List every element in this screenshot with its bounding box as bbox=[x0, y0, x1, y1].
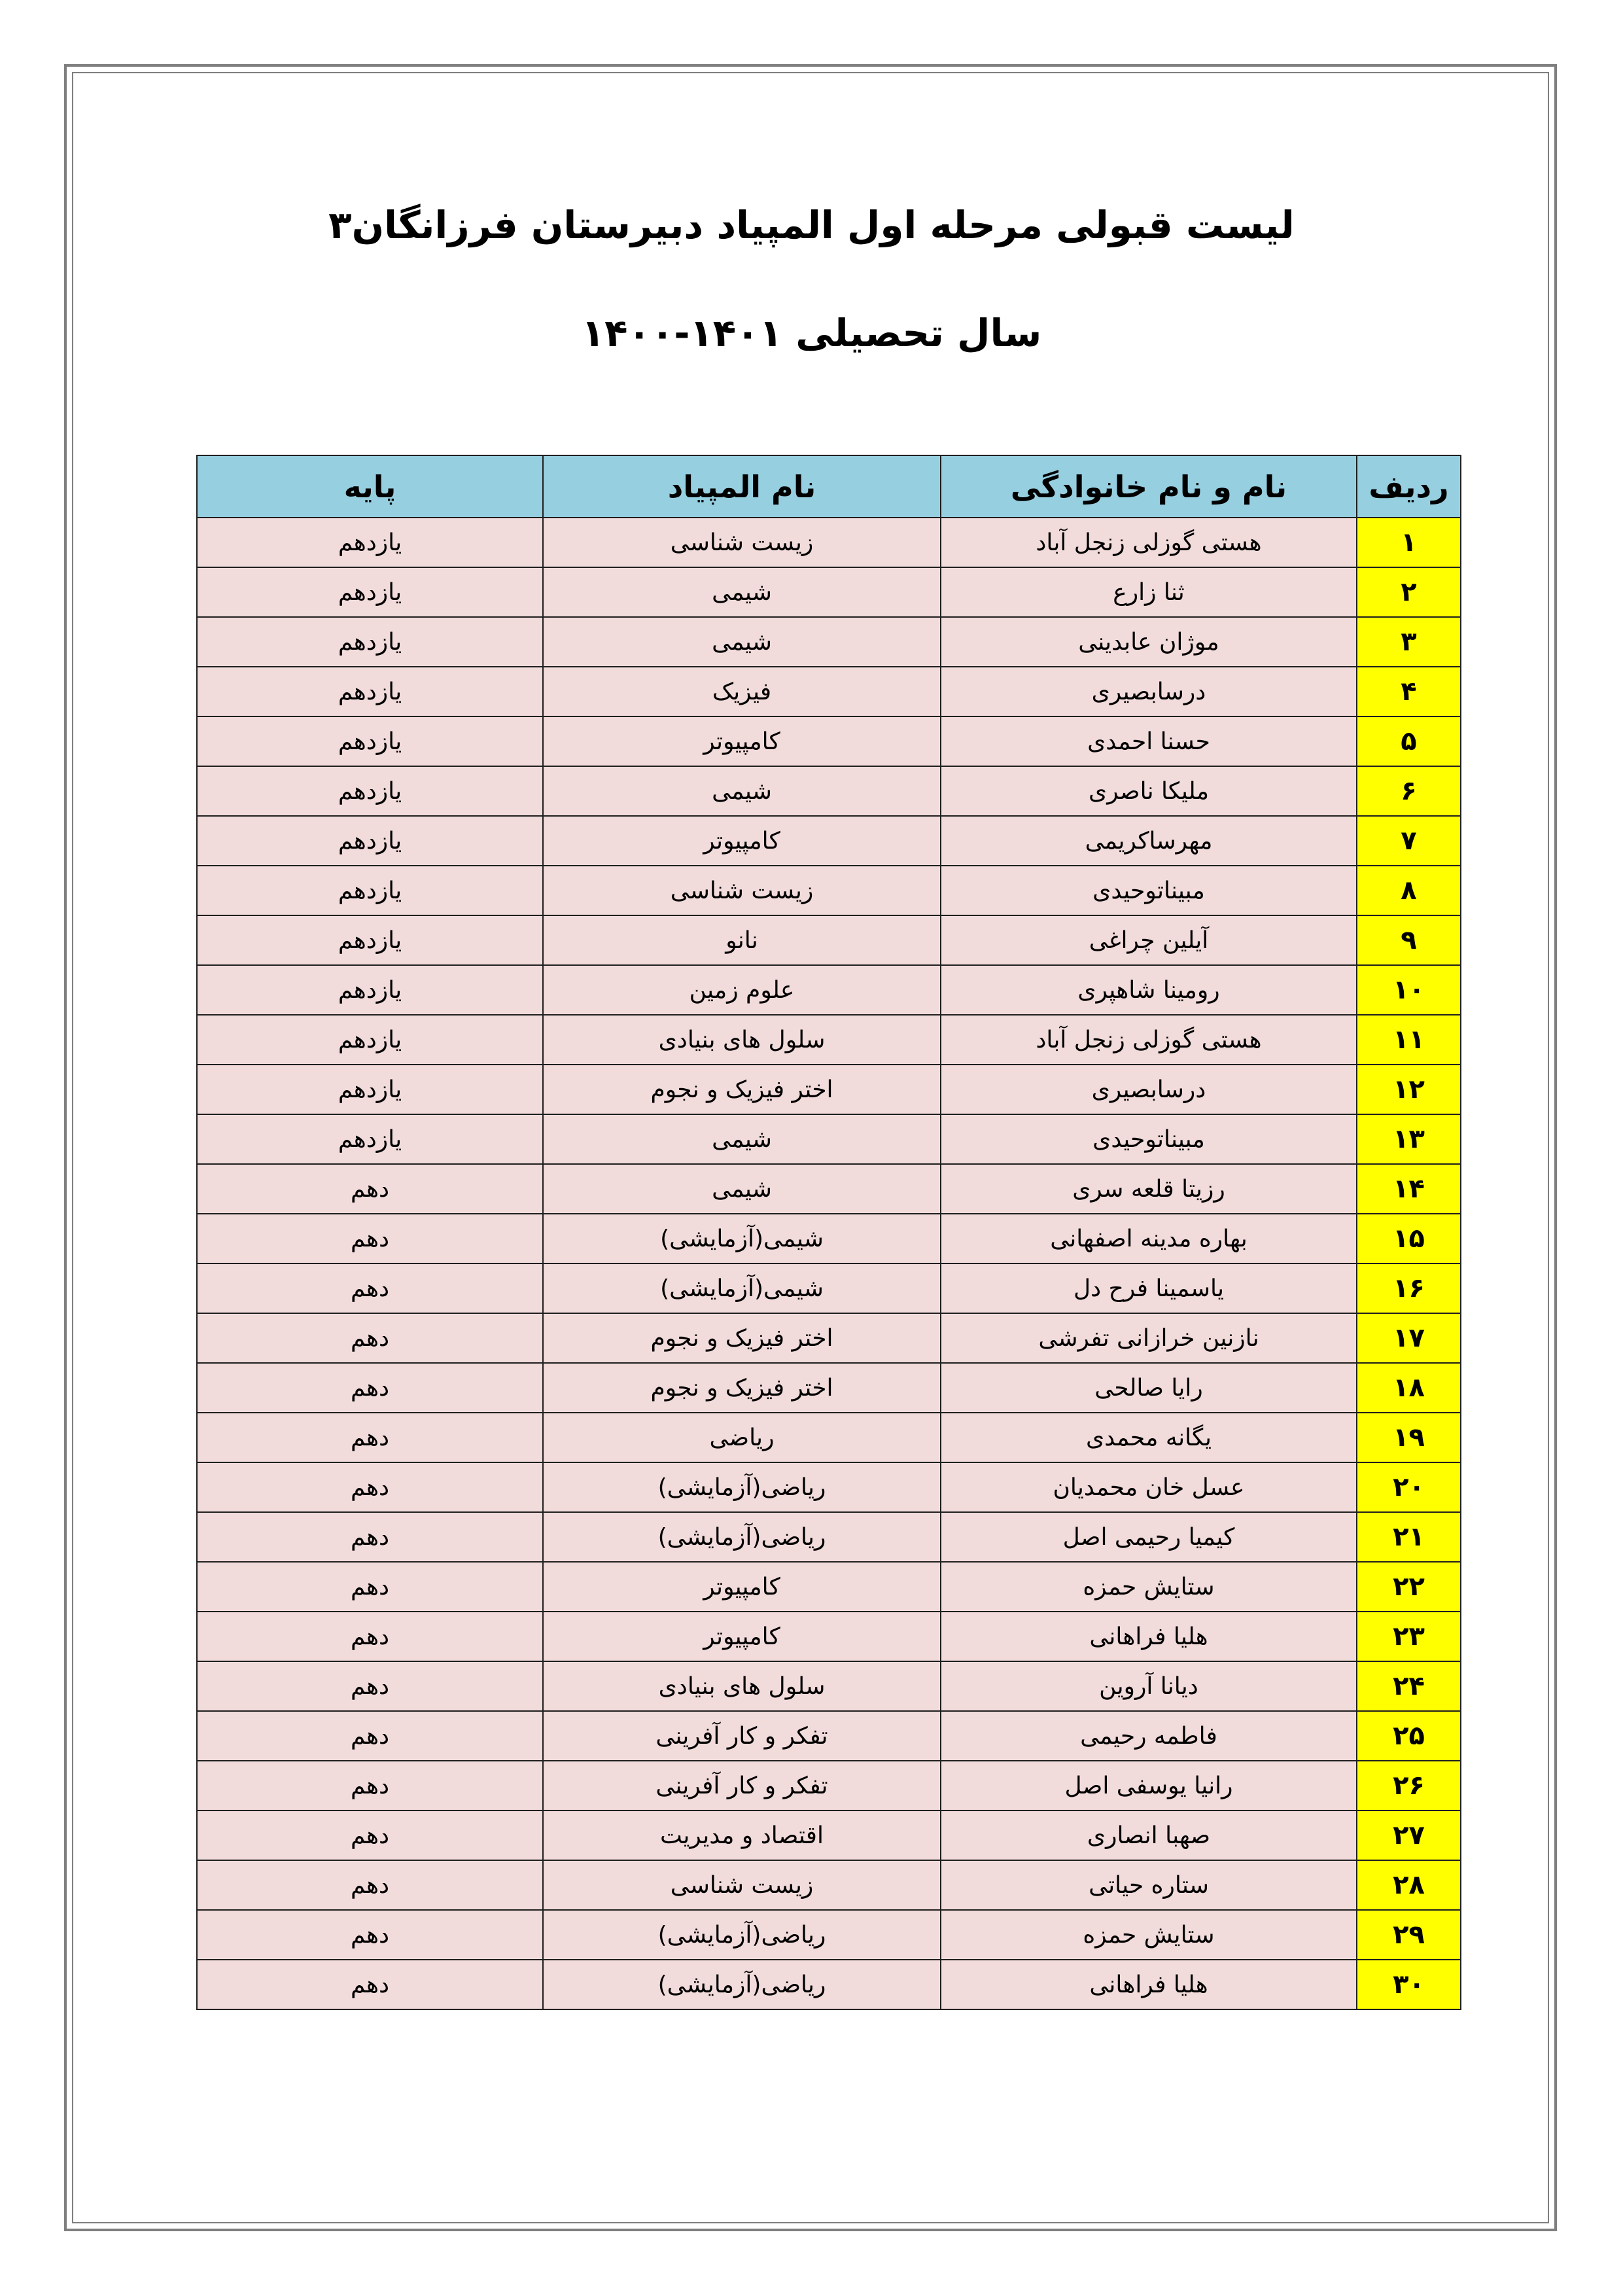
table-row bbox=[197, 1860, 1461, 1910]
cell-olympiad: شیمی bbox=[543, 1164, 941, 1214]
table-row bbox=[197, 1711, 1461, 1761]
cell-row-number: ۹ bbox=[1357, 915, 1461, 965]
cell-olympiad: شیمی bbox=[543, 766, 941, 816]
cell-grade: یازدهم bbox=[197, 965, 543, 1015]
table-header-row bbox=[197, 455, 1461, 518]
table-row bbox=[197, 1612, 1461, 1661]
cell-grade: یازدهم bbox=[197, 1065, 543, 1114]
cell-olympiad: تفکر و کار آفرینی bbox=[543, 1761, 941, 1810]
cell-grade: یازدهم bbox=[197, 716, 543, 766]
table-row bbox=[197, 1363, 1461, 1413]
header-olympiad: نام المپیاد bbox=[543, 455, 941, 518]
cell-full-name: دیانا آروین bbox=[941, 1661, 1357, 1711]
cell-row-number: ۱۶ bbox=[1357, 1263, 1461, 1313]
table-row bbox=[197, 965, 1461, 1015]
cell-row-number: ۱۹ bbox=[1357, 1413, 1461, 1462]
cell-full-name: بهاره مدینه اصفهانی bbox=[941, 1214, 1357, 1263]
cell-row-number: ۲ bbox=[1357, 567, 1461, 617]
cell-grade: دهم bbox=[197, 1860, 543, 1910]
cell-row-number: ۲۸ bbox=[1357, 1860, 1461, 1910]
table-row bbox=[197, 1015, 1461, 1065]
cell-olympiad: شیمی bbox=[543, 1114, 941, 1164]
cell-row-number: ۸ bbox=[1357, 866, 1461, 915]
cell-full-name: کیمیا رحیمی اصل bbox=[941, 1512, 1357, 1562]
cell-grade: یازدهم bbox=[197, 816, 543, 866]
cell-grade: دهم bbox=[197, 1413, 543, 1462]
cell-full-name: حسنا احمدی bbox=[941, 716, 1357, 766]
cell-grade: یازدهم bbox=[197, 1114, 543, 1164]
cell-olympiad: سلول های بنیادی bbox=[543, 1015, 941, 1065]
cell-full-name: هلیا فراهانی bbox=[941, 1960, 1357, 2009]
cell-full-name: آیلین چراغی bbox=[941, 915, 1357, 965]
cell-full-name: ثنا زارع bbox=[941, 567, 1357, 617]
document-title: لیست قبولی مرحله اول المپیاد دبیرستان فرزانگان۳ bbox=[328, 203, 1295, 247]
header-grade: پایه bbox=[197, 455, 543, 518]
cell-row-number: ۲۱ bbox=[1357, 1512, 1461, 1562]
cell-olympiad: ریاضی(آزمایشی) bbox=[543, 1462, 941, 1512]
cell-row-number: ۵ bbox=[1357, 716, 1461, 766]
table-body bbox=[197, 518, 1461, 2009]
cell-row-number: ۱۱ bbox=[1357, 1015, 1461, 1065]
cell-full-name: یاسمینا فرح دل bbox=[941, 1263, 1357, 1313]
table-row bbox=[197, 617, 1461, 667]
cell-row-number: ۲۷ bbox=[1357, 1810, 1461, 1860]
cell-row-number: ۱۴ bbox=[1357, 1164, 1461, 1214]
cell-olympiad: شیمی bbox=[543, 617, 941, 667]
cell-row-number: ۳ bbox=[1357, 617, 1461, 667]
cell-grade: یازدهم bbox=[197, 766, 543, 816]
cell-row-number: ۲۹ bbox=[1357, 1910, 1461, 1960]
cell-olympiad: شیمی bbox=[543, 567, 941, 617]
cell-full-name: رایا صالحی bbox=[941, 1363, 1357, 1413]
results-table bbox=[196, 455, 1461, 2010]
cell-grade: دهم bbox=[197, 1562, 543, 1612]
cell-grade: یازدهم bbox=[197, 518, 543, 567]
cell-row-number: ۳۰ bbox=[1357, 1960, 1461, 2009]
cell-full-name: نازنین خرازانی تفرشی bbox=[941, 1313, 1357, 1363]
cell-full-name: فاطمه رحیمی bbox=[941, 1711, 1357, 1761]
cell-grade: دهم bbox=[197, 1214, 543, 1263]
table-row bbox=[197, 1512, 1461, 1562]
cell-olympiad: کامپیوتر bbox=[543, 1612, 941, 1661]
table-row bbox=[197, 1164, 1461, 1214]
cell-grade: دهم bbox=[197, 1462, 543, 1512]
cell-olympiad: اختر فیزیک و نجوم bbox=[543, 1363, 941, 1413]
cell-full-name: ستایش حمزه bbox=[941, 1910, 1357, 1960]
table-row bbox=[197, 1910, 1461, 1960]
cell-row-number: ۶ bbox=[1357, 766, 1461, 816]
cell-olympiad: کامپیوتر bbox=[543, 1562, 941, 1612]
table-row bbox=[197, 1065, 1461, 1114]
table-row bbox=[197, 1214, 1461, 1263]
table-row bbox=[197, 915, 1461, 965]
cell-grade: دهم bbox=[197, 1313, 543, 1363]
header-full-name: نام و نام خانوادگی bbox=[941, 455, 1357, 518]
cell-grade: یازدهم bbox=[197, 1015, 543, 1065]
cell-olympiad: شیمی(آزمایشی) bbox=[543, 1263, 941, 1313]
table-row bbox=[197, 716, 1461, 766]
cell-full-name: هستی گوزلی زنجل آباد bbox=[941, 518, 1357, 567]
cell-grade: یازدهم bbox=[197, 667, 543, 716]
cell-olympiad: علوم زمین bbox=[543, 965, 941, 1015]
cell-full-name: رانیا یوسفی اصل bbox=[941, 1761, 1357, 1810]
cell-olympiad: زیست شناسی bbox=[543, 518, 941, 567]
table-row bbox=[197, 816, 1461, 866]
table-row bbox=[197, 766, 1461, 816]
cell-grade: دهم bbox=[197, 1761, 543, 1810]
cell-row-number: ۷ bbox=[1357, 816, 1461, 866]
cell-full-name: هستی گوزلی زنجل آباد bbox=[941, 1015, 1357, 1065]
cell-grade: یازدهم bbox=[197, 617, 543, 667]
table-row bbox=[197, 866, 1461, 915]
cell-full-name: موژان عابدینی bbox=[941, 617, 1357, 667]
table-row bbox=[197, 1960, 1461, 2009]
cell-olympiad: تفکر و کار آفرینی bbox=[543, 1711, 941, 1761]
cell-full-name: مبیناتوحیدی bbox=[941, 866, 1357, 915]
table-row bbox=[197, 567, 1461, 617]
table-row bbox=[197, 1114, 1461, 1164]
cell-olympiad: سلول های بنیادی bbox=[543, 1661, 941, 1711]
header-row-number: ردیف bbox=[1357, 455, 1461, 518]
cell-full-name: مبیناتوحیدی bbox=[941, 1114, 1357, 1164]
cell-full-name: ستایش حمزه bbox=[941, 1562, 1357, 1612]
cell-full-name: درسابصیری bbox=[941, 667, 1357, 716]
cell-full-name: هلیا فراهانی bbox=[941, 1612, 1357, 1661]
cell-grade: یازدهم bbox=[197, 915, 543, 965]
cell-olympiad: کامپیوتر bbox=[543, 816, 941, 866]
table-row bbox=[197, 1413, 1461, 1462]
cell-grade: دهم bbox=[197, 1512, 543, 1562]
cell-grade: دهم bbox=[197, 1910, 543, 1960]
cell-row-number: ۲۴ bbox=[1357, 1661, 1461, 1711]
cell-row-number: ۱۰ bbox=[1357, 965, 1461, 1015]
cell-grade: دهم bbox=[197, 1363, 543, 1413]
cell-olympiad: ریاضی(آزمایشی) bbox=[543, 1960, 941, 2009]
cell-grade: دهم bbox=[197, 1711, 543, 1761]
table-row bbox=[197, 1313, 1461, 1363]
cell-full-name: رومینا شاهپری bbox=[941, 965, 1357, 1015]
table-row bbox=[197, 1263, 1461, 1313]
table-row bbox=[197, 667, 1461, 716]
table-row bbox=[197, 1562, 1461, 1612]
cell-olympiad: ریاضی(آزمایشی) bbox=[543, 1910, 941, 1960]
cell-row-number: ۱ bbox=[1357, 518, 1461, 567]
cell-olympiad: ریاضی bbox=[543, 1413, 941, 1462]
cell-olympiad: شیمی(آزمایشی) bbox=[543, 1214, 941, 1263]
cell-grade: دهم bbox=[197, 1164, 543, 1214]
cell-row-number: ۱۲ bbox=[1357, 1065, 1461, 1114]
cell-row-number: ۲۰ bbox=[1357, 1462, 1461, 1512]
cell-olympiad: اختر فیزیک و نجوم bbox=[543, 1065, 941, 1114]
cell-full-name: مهرساکریمی bbox=[941, 816, 1357, 866]
cell-grade: دهم bbox=[197, 1263, 543, 1313]
cell-olympiad: اقتصاد و مدیریت bbox=[543, 1810, 941, 1860]
cell-grade: دهم bbox=[197, 1612, 543, 1661]
cell-full-name: درسابصیری bbox=[941, 1065, 1357, 1114]
cell-row-number: ۱۳ bbox=[1357, 1114, 1461, 1164]
cell-grade: دهم bbox=[197, 1960, 543, 2009]
cell-row-number: ۲۶ bbox=[1357, 1761, 1461, 1810]
cell-row-number: ۱۵ bbox=[1357, 1214, 1461, 1263]
document-subtitle: سال تحصیلی ۱۴۰۱-۱۴۰۰ bbox=[581, 311, 1042, 355]
cell-grade: یازدهم bbox=[197, 567, 543, 617]
cell-grade: یازدهم bbox=[197, 866, 543, 915]
cell-row-number: ۱۸ bbox=[1357, 1363, 1461, 1413]
cell-full-name: یگانه محمدی bbox=[941, 1413, 1357, 1462]
table-row bbox=[197, 1810, 1461, 1860]
table-row bbox=[197, 1761, 1461, 1810]
cell-olympiad: کامپیوتر bbox=[543, 716, 941, 766]
cell-olympiad: نانو bbox=[543, 915, 941, 965]
cell-olympiad: فیزیک bbox=[543, 667, 941, 716]
cell-full-name: ملیکا ناصری bbox=[941, 766, 1357, 816]
cell-grade: دهم bbox=[197, 1661, 543, 1711]
cell-full-name: صهبا انصاری bbox=[941, 1810, 1357, 1860]
table-row bbox=[197, 1661, 1461, 1711]
cell-full-name: رزیتا قلعه سری bbox=[941, 1164, 1357, 1214]
cell-olympiad: ریاضی(آزمایشی) bbox=[543, 1512, 941, 1562]
cell-row-number: ۲۵ bbox=[1357, 1711, 1461, 1761]
cell-olympiad: زیست شناسی bbox=[543, 1860, 941, 1910]
cell-row-number: ۲۲ bbox=[1357, 1562, 1461, 1612]
cell-row-number: ۱۷ bbox=[1357, 1313, 1461, 1363]
cell-full-name: ستاره حیاتی bbox=[941, 1860, 1357, 1910]
cell-olympiad: اختر فیزیک و نجوم bbox=[543, 1313, 941, 1363]
cell-row-number: ۲۳ bbox=[1357, 1612, 1461, 1661]
cell-olympiad: زیست شناسی bbox=[543, 866, 941, 915]
table-row bbox=[197, 518, 1461, 567]
cell-row-number: ۴ bbox=[1357, 667, 1461, 716]
table-row bbox=[197, 1462, 1461, 1512]
cell-full-name: عسل خان محمدیان bbox=[941, 1462, 1357, 1512]
cell-grade: دهم bbox=[197, 1810, 543, 1860]
